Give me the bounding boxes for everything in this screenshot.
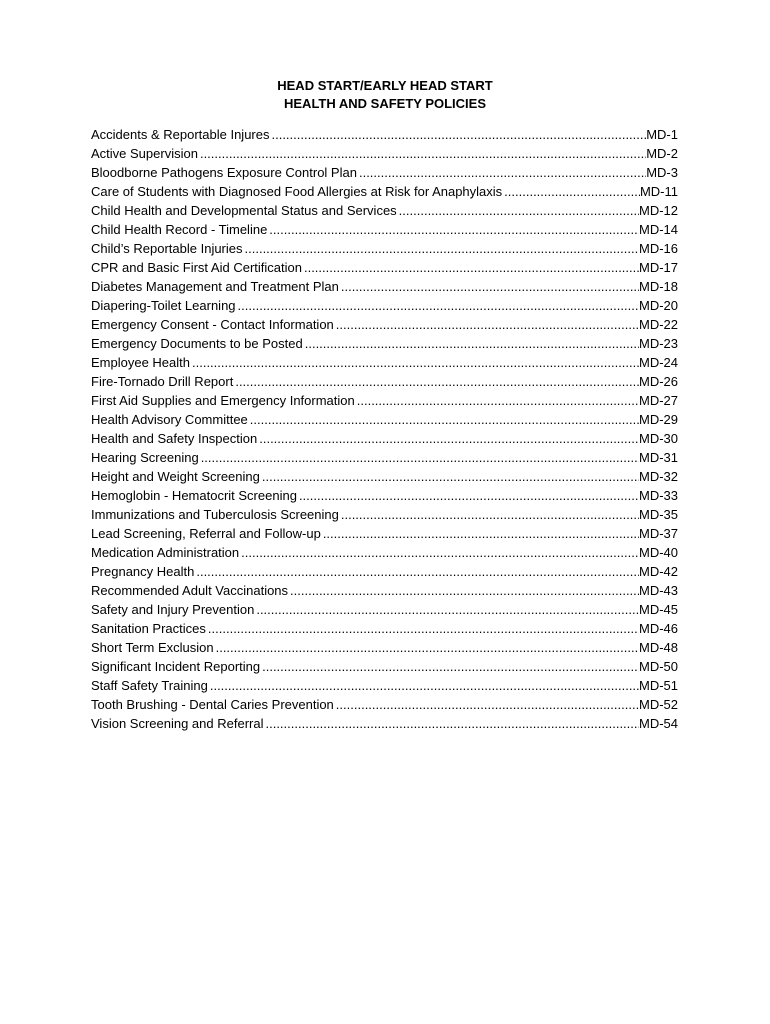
toc-entry-title: Height and Weight Screening	[91, 469, 260, 484]
toc-dot-leader	[196, 562, 639, 581]
toc-dot-leader	[290, 581, 639, 600]
toc-entry	[91, 353, 678, 372]
toc-entry-page: MD-45	[638, 602, 678, 617]
toc-entry-title: Health and Safety Inspection	[91, 431, 258, 446]
toc-entry-page: MD-14	[638, 222, 678, 237]
toc-entry-page: MD-51	[638, 678, 678, 693]
toc-entry	[91, 524, 678, 543]
toc-entry-title: Hemoglobin - Hematocrit Screening	[91, 488, 297, 503]
toc-entry-title: Bloodborne Pathogens Exposure Control Plan	[91, 165, 357, 180]
toc-entry-title: Staff Safety Training	[91, 678, 208, 693]
toc-entry	[91, 543, 678, 562]
toc-entry-title: Tooth Brushing - Dental Caries Prevention	[91, 697, 334, 712]
toc-dot-leader	[210, 676, 639, 695]
toc-entry-title: Accidents & Reportable Injures	[91, 127, 270, 142]
toc-entry-page: MD-12	[638, 203, 678, 218]
toc-entry-title: CPR and Basic First Aid Certification	[91, 260, 302, 275]
toc-dot-leader	[341, 277, 639, 296]
toc-entry	[91, 505, 678, 524]
toc-entry-page: MD-26	[638, 374, 678, 389]
toc-entry-page: MD-29	[638, 412, 678, 427]
toc-entry	[91, 562, 678, 581]
toc-entry	[91, 676, 678, 695]
toc-dot-leader	[304, 258, 639, 277]
toc-entry-title: Care of Students with Diagnosed Food Allergies at Risk for Anaphylaxis	[91, 184, 503, 199]
toc-dot-leader	[305, 334, 639, 353]
toc-entry	[91, 619, 678, 638]
toc-entry	[91, 125, 678, 144]
toc-entry-page: MD-11	[639, 184, 678, 199]
toc-dot-leader	[262, 467, 639, 486]
toc-entry-title: Vision Screening and Referral	[91, 716, 264, 731]
toc-entry-page: MD-54	[638, 716, 678, 731]
toc-entry-page: MD-22	[638, 317, 678, 332]
table-of-contents	[91, 125, 678, 733]
toc-dot-leader	[271, 125, 646, 144]
toc-dot-leader	[235, 372, 639, 391]
toc-entry-title: Short Term Exclusion	[91, 640, 214, 655]
toc-dot-leader	[336, 315, 639, 334]
toc-dot-leader	[341, 505, 639, 524]
toc-entry	[91, 600, 678, 619]
toc-entry-title: Significant Incident Reporting	[91, 659, 261, 674]
toc-entry	[91, 258, 678, 277]
toc-entry-page: MD-24	[638, 355, 678, 370]
toc-dot-leader	[504, 182, 640, 201]
toc-dot-leader	[216, 638, 639, 657]
toc-entry-page: MD-37	[638, 526, 678, 541]
toc-entry-title: First Aid Supplies and Emergency Information	[91, 393, 355, 408]
toc-entry	[91, 315, 678, 334]
toc-entry	[91, 372, 678, 391]
toc-dot-leader	[259, 429, 639, 448]
toc-dot-leader	[250, 410, 639, 429]
toc-entry-page: MD-2	[646, 146, 678, 161]
toc-entry-title: Diabetes Management and Treatment Plan	[91, 279, 339, 294]
toc-entry-page: MD-27	[638, 393, 678, 408]
toc-entry-page: MD-17	[638, 260, 678, 275]
toc-entry-page: MD-18	[638, 279, 678, 294]
toc-entry-page: MD-31	[638, 450, 678, 465]
toc-entry	[91, 239, 678, 258]
toc-entry	[91, 410, 678, 429]
document-title: HEAD START/EARLY HEAD START	[277, 78, 493, 93]
toc-dot-leader	[200, 144, 646, 163]
toc-entry-title: Immunizations and Tuberculosis Screening	[91, 507, 339, 522]
toc-entry-title: Recommended Adult Vaccinations	[91, 583, 289, 598]
toc-dot-leader	[359, 163, 646, 182]
toc-entry	[91, 581, 678, 600]
toc-entry	[91, 391, 678, 410]
toc-entry	[91, 657, 678, 676]
toc-entry-title: Child Health and Developmental Status and Services	[91, 203, 397, 218]
toc-entry-page: MD-23	[638, 336, 678, 351]
toc-dot-leader	[299, 486, 639, 505]
toc-entry-title: Health Advisory Committee	[91, 412, 248, 427]
toc-entry-title: Diapering-Toilet Learning	[91, 298, 236, 313]
toc-entry	[91, 220, 678, 239]
toc-entry	[91, 277, 678, 296]
toc-dot-leader	[256, 600, 639, 619]
toc-dot-leader	[238, 296, 639, 315]
toc-dot-leader	[245, 239, 639, 258]
toc-entry	[91, 334, 678, 353]
toc-entry	[91, 182, 678, 201]
toc-entry	[91, 296, 678, 315]
toc-entry-title: Employee Health	[91, 355, 190, 370]
document-header	[0, 77, 770, 113]
toc-entry-page: MD-33	[638, 488, 678, 503]
toc-entry-title: Child’s Reportable Injuries	[91, 241, 243, 256]
toc-dot-leader	[357, 391, 639, 410]
toc-entry	[91, 429, 678, 448]
toc-entry-title: Active Supervision	[91, 146, 198, 161]
toc-dot-leader	[262, 657, 639, 676]
toc-entry-page: MD-30	[638, 431, 678, 446]
toc-entry-page: MD-52	[638, 697, 678, 712]
toc-entry-page: MD-50	[638, 659, 678, 674]
toc-entry-title: Safety and Injury Prevention	[91, 602, 255, 617]
toc-dot-leader	[241, 543, 639, 562]
toc-entry-page: MD-40	[638, 545, 678, 560]
toc-entry-page: MD-43	[638, 583, 678, 598]
toc-dot-leader	[399, 201, 639, 220]
toc-entry-page: MD-48	[638, 640, 678, 655]
document-subtitle: HEALTH AND SAFETY POLICIES	[284, 96, 486, 111]
toc-entry	[91, 467, 678, 486]
toc-entry-page: MD-35	[638, 507, 678, 522]
toc-entry-title: Lead Screening, Referral and Follow-up	[91, 526, 321, 541]
toc-dot-leader	[269, 220, 639, 239]
toc-entry	[91, 163, 678, 182]
toc-entry	[91, 714, 678, 733]
toc-entry-title: Medication Administration	[91, 545, 240, 560]
toc-dot-leader	[192, 353, 639, 372]
toc-entry-page: MD-1	[646, 127, 678, 142]
toc-entry-title: Hearing Screening	[91, 450, 199, 465]
toc-entry-page: MD-46	[638, 621, 678, 636]
toc-entry-title: Pregnancy Health	[91, 564, 195, 579]
toc-entry	[91, 638, 678, 657]
toc-entry-page: MD-16	[638, 241, 678, 256]
toc-entry-page: MD-42	[638, 564, 678, 579]
toc-entry-page: MD-3	[646, 165, 678, 180]
toc-entry-title: Sanitation Practices	[91, 621, 206, 636]
toc-dot-leader	[336, 695, 639, 714]
toc-entry-title: Emergency Documents to be Posted	[91, 336, 303, 351]
toc-entry-title: Fire-Tornado Drill Report	[91, 374, 234, 389]
toc-entry	[91, 201, 678, 220]
toc-dot-leader	[208, 619, 639, 638]
toc-dot-leader	[201, 448, 639, 467]
toc-dot-leader	[323, 524, 639, 543]
toc-entry	[91, 695, 678, 714]
toc-entry-page: MD-20	[638, 298, 678, 313]
toc-entry	[91, 486, 678, 505]
toc-entry-page: MD-32	[638, 469, 678, 484]
toc-dot-leader	[265, 714, 639, 733]
toc-entry-title: Emergency Consent - Contact Information	[91, 317, 334, 332]
toc-entry	[91, 144, 678, 163]
toc-entry	[91, 448, 678, 467]
toc-entry-title: Child Health Record - Timeline	[91, 222, 268, 237]
